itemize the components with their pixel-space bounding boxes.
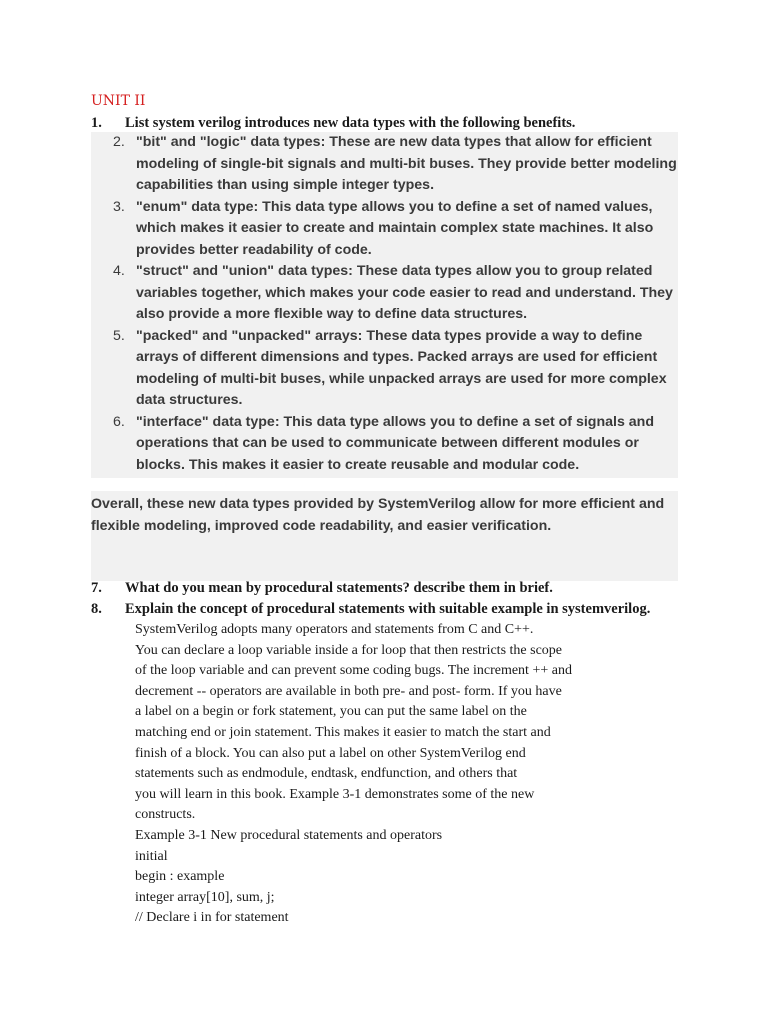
unit-title: UNIT II [91, 93, 146, 109]
code-line: begin : example [135, 869, 225, 885]
list-item-text: "struct" and "union" data types: These data types allow you to group related variables together, which makes your code easier to read and understand. They also provide a more flexible way to define data structures. [136, 263, 673, 322]
text-line: decrement -- operators are available in both pre- and post- form. If you have [135, 683, 562, 699]
list-item [91, 261, 681, 326]
benefits-list [91, 132, 681, 476]
text-line: statements such as endmodule, endtask, endfunction, and others that [135, 766, 518, 782]
text-line: matching end or join statement. This makes it easier to match the start and [135, 724, 551, 740]
list-item-number: 2. [113, 134, 125, 150]
list-item [91, 132, 681, 197]
text-line: finish of a block. You can also put a label on other SystemVerilog end [135, 745, 526, 761]
code-line: integer array[10], sum, j; [135, 889, 275, 905]
text-line: you will learn in this book. Example 3-1 demonstrates some of the new [135, 786, 535, 802]
text-line: a label on a begin or fork statement, you can put the same label on the [135, 704, 527, 720]
question-text: Explain the concept of procedural statements with suitable example in systemverilog. [125, 601, 651, 617]
question-number: 1. [91, 115, 102, 131]
summary-paragraph: Overall, these new data types provided by SystemVerilog allow for more efficient and flexible modeling, improved code readability, and easier verification. [91, 496, 665, 534]
question-8 [91, 601, 650, 618]
list-item-number: 4. [113, 263, 125, 279]
text-line: constructs. [135, 807, 196, 823]
list-item-number: 5. [113, 327, 125, 344]
list-item-text: "enum" data type: This data type allows you to define a set of named values, which makes it easier to create and maintain complex state machines. It also provides better readability of code. [136, 198, 654, 258]
answer-body [135, 620, 615, 929]
question-number: 8. [91, 601, 102, 617]
list-item [91, 326, 681, 412]
list-item-number: 6. [113, 413, 125, 430]
list-item [91, 197, 681, 262]
text-line: You can declare a loop variable inside a for loop that then restricts the scope [135, 642, 562, 658]
question-7 [91, 580, 553, 597]
list-item-text: "packed" and "unpacked" arrays: These data types provide a way to define arrays of different dimensions and types. Packed arrays are used for efficient modeling of multi-bit buses, while unpacked arrays are used for more complex data structures. [136, 327, 667, 408]
code-line: initial [135, 848, 168, 864]
list-item [91, 412, 681, 477]
text-line: SystemVerilog adopts many operators and statements from C and C++. [135, 622, 534, 637]
question-text: What do you mean by procedural statements? describe them in brief. [125, 580, 553, 596]
text-line: Example 3-1 New procedural statements and operators [135, 827, 443, 843]
text-line: of the loop variable and can prevent some coding bugs. The increment ++ and [135, 663, 572, 679]
question-number: 7. [91, 580, 102, 596]
code-line: // Declare i in for statement [135, 910, 289, 926]
question-text: List system verilog introduces new data types with the following benefits. [125, 115, 576, 131]
question-1 [91, 115, 575, 132]
list-item-text: "interface" data type: This data type allows you to define a set of signals and operations that can be used to communicate between different modules or blocks. This makes it easier to create reusable and modular code. [136, 413, 655, 473]
list-item-text: "bit" and "logic" data types: These are new data types that allow for efficient modeling of single-bit signals and multi-bit buses. They provide better modeling capabilities than using simple integer types. [136, 134, 677, 193]
list-item-number: 3. [113, 198, 125, 215]
